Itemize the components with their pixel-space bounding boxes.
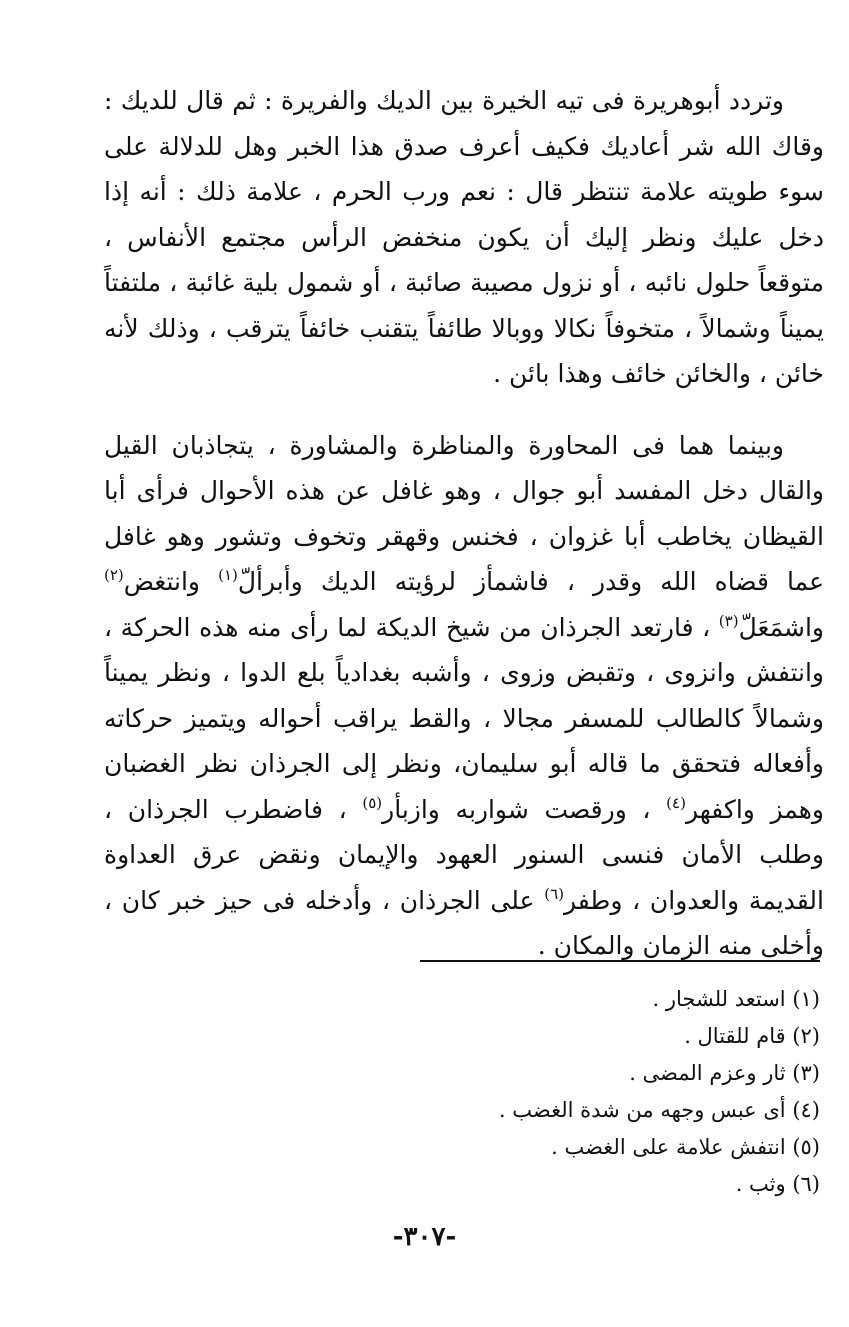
footnote-ref-1: (١): [218, 566, 238, 584]
footnote-ref-2: (٢): [104, 566, 124, 584]
paragraph-2-text-e: ، ورقصت شواربه وازبأر: [382, 794, 667, 824]
paragraph-2-text-b: وانتغض: [123, 567, 219, 596]
footnote-5: (٥) انتفش علامة على الغضب .: [551, 1135, 820, 1159]
footnote-4: (٤) أى عبس وجهه من شدة الغضب .: [498, 1098, 820, 1122]
paragraph-2-text-c: واشمَعَلّ: [738, 612, 824, 642]
footnote-ref-4: (٤): [666, 793, 686, 812]
footnotes-list: [420, 981, 820, 1203]
page-body: [104, 78, 824, 969]
footnote-separator: [420, 960, 820, 962]
paragraph-1-text: وتردد أبوهريرة فى تيه الخيرة بين الديك والفريرة : ثم قال للديك : وقاك الله شر أعاديك فكيف أعرف صدق هذا الخبر وهل للدلالة على سوء طويته علامة تنتظر قال : نعم ورب الحرم ، علامة ذلك : أنه إذا دخل عليك ونظر إليك أن يكون منخفض الرأس مجتمع الأنفاس ، متوقعاً حلول نائبه ، أو نزول مصيبة صائبة ، أو شمول بلية غائبة ، ملتفتاً يميناً وشمالاً ، متخوفاً نكالا ووبالا طائفاً يتقنب خائفاً يترقب ، وذلك لأنه خائن ، والخائن خائف وهذا بائن .: [104, 86, 824, 388]
paragraph-2: [104, 423, 824, 969]
footnote-ref-3: (٣): [718, 611, 739, 630]
paragraph-2-text-g: على الجرذان ، وأدخله فى حيز خبر كان ، وأخلى منه الزمان والمكان .: [104, 885, 824, 960]
footnote-1: (١) استعد للشجار .: [652, 987, 820, 1011]
page-number: -٣٠٧-: [392, 1222, 457, 1252]
footnote-ref-6: (٦): [544, 884, 564, 903]
footnote-ref-5: (٥): [362, 793, 383, 812]
paragraph-1: [104, 78, 824, 397]
footnote-2: (٢) قام للقتال .: [684, 1024, 820, 1048]
paragraph-2-text-f: ، فاضطرب الجرذان ، وطلب الأمان فنسى السنور العهود والإيمان ونقض عرق العداوة القديمة والعدوان ، وطفر: [104, 794, 824, 915]
paragraph-2-text-a: وبينما هما فى المحاورة والمناظرة والمشاورة ، يتجاذبان القيل والقال دخل المفسد أبو جوال ، وهو غافل عن هذه الأحوال فرأى أبا القيظان يخاطب أبا غزوان ، فخنس وقهقر وتخوف وتشور وهو غافل عما قضاه الله وقدر ، فاشمأز لرؤيته الديك وأبرألّ: [104, 430, 825, 596]
footnote-3: (٣) ثار وعزم المضى .: [629, 1061, 820, 1085]
paragraph-2-text-d: ، فارتعد الجرذان من شيخ الديكة لما رأى منه هذه الحركة ، وانتفش وانزوى ، وتقبض وزوى ، وأشبه بغدادياً بلع الدوا ، ونظر يميناً وشمالاً كالطالب للمسفر مجالا ، والقط يراقب أحواله ويتميز حركاته وأفعاله فتحقق ما قاله أبو سليمان، ونظر إلى الجرذان نظر الغضبان وهمز واكفهر: [104, 612, 825, 824]
footnote-6: (٦) وثب .: [735, 1172, 820, 1196]
